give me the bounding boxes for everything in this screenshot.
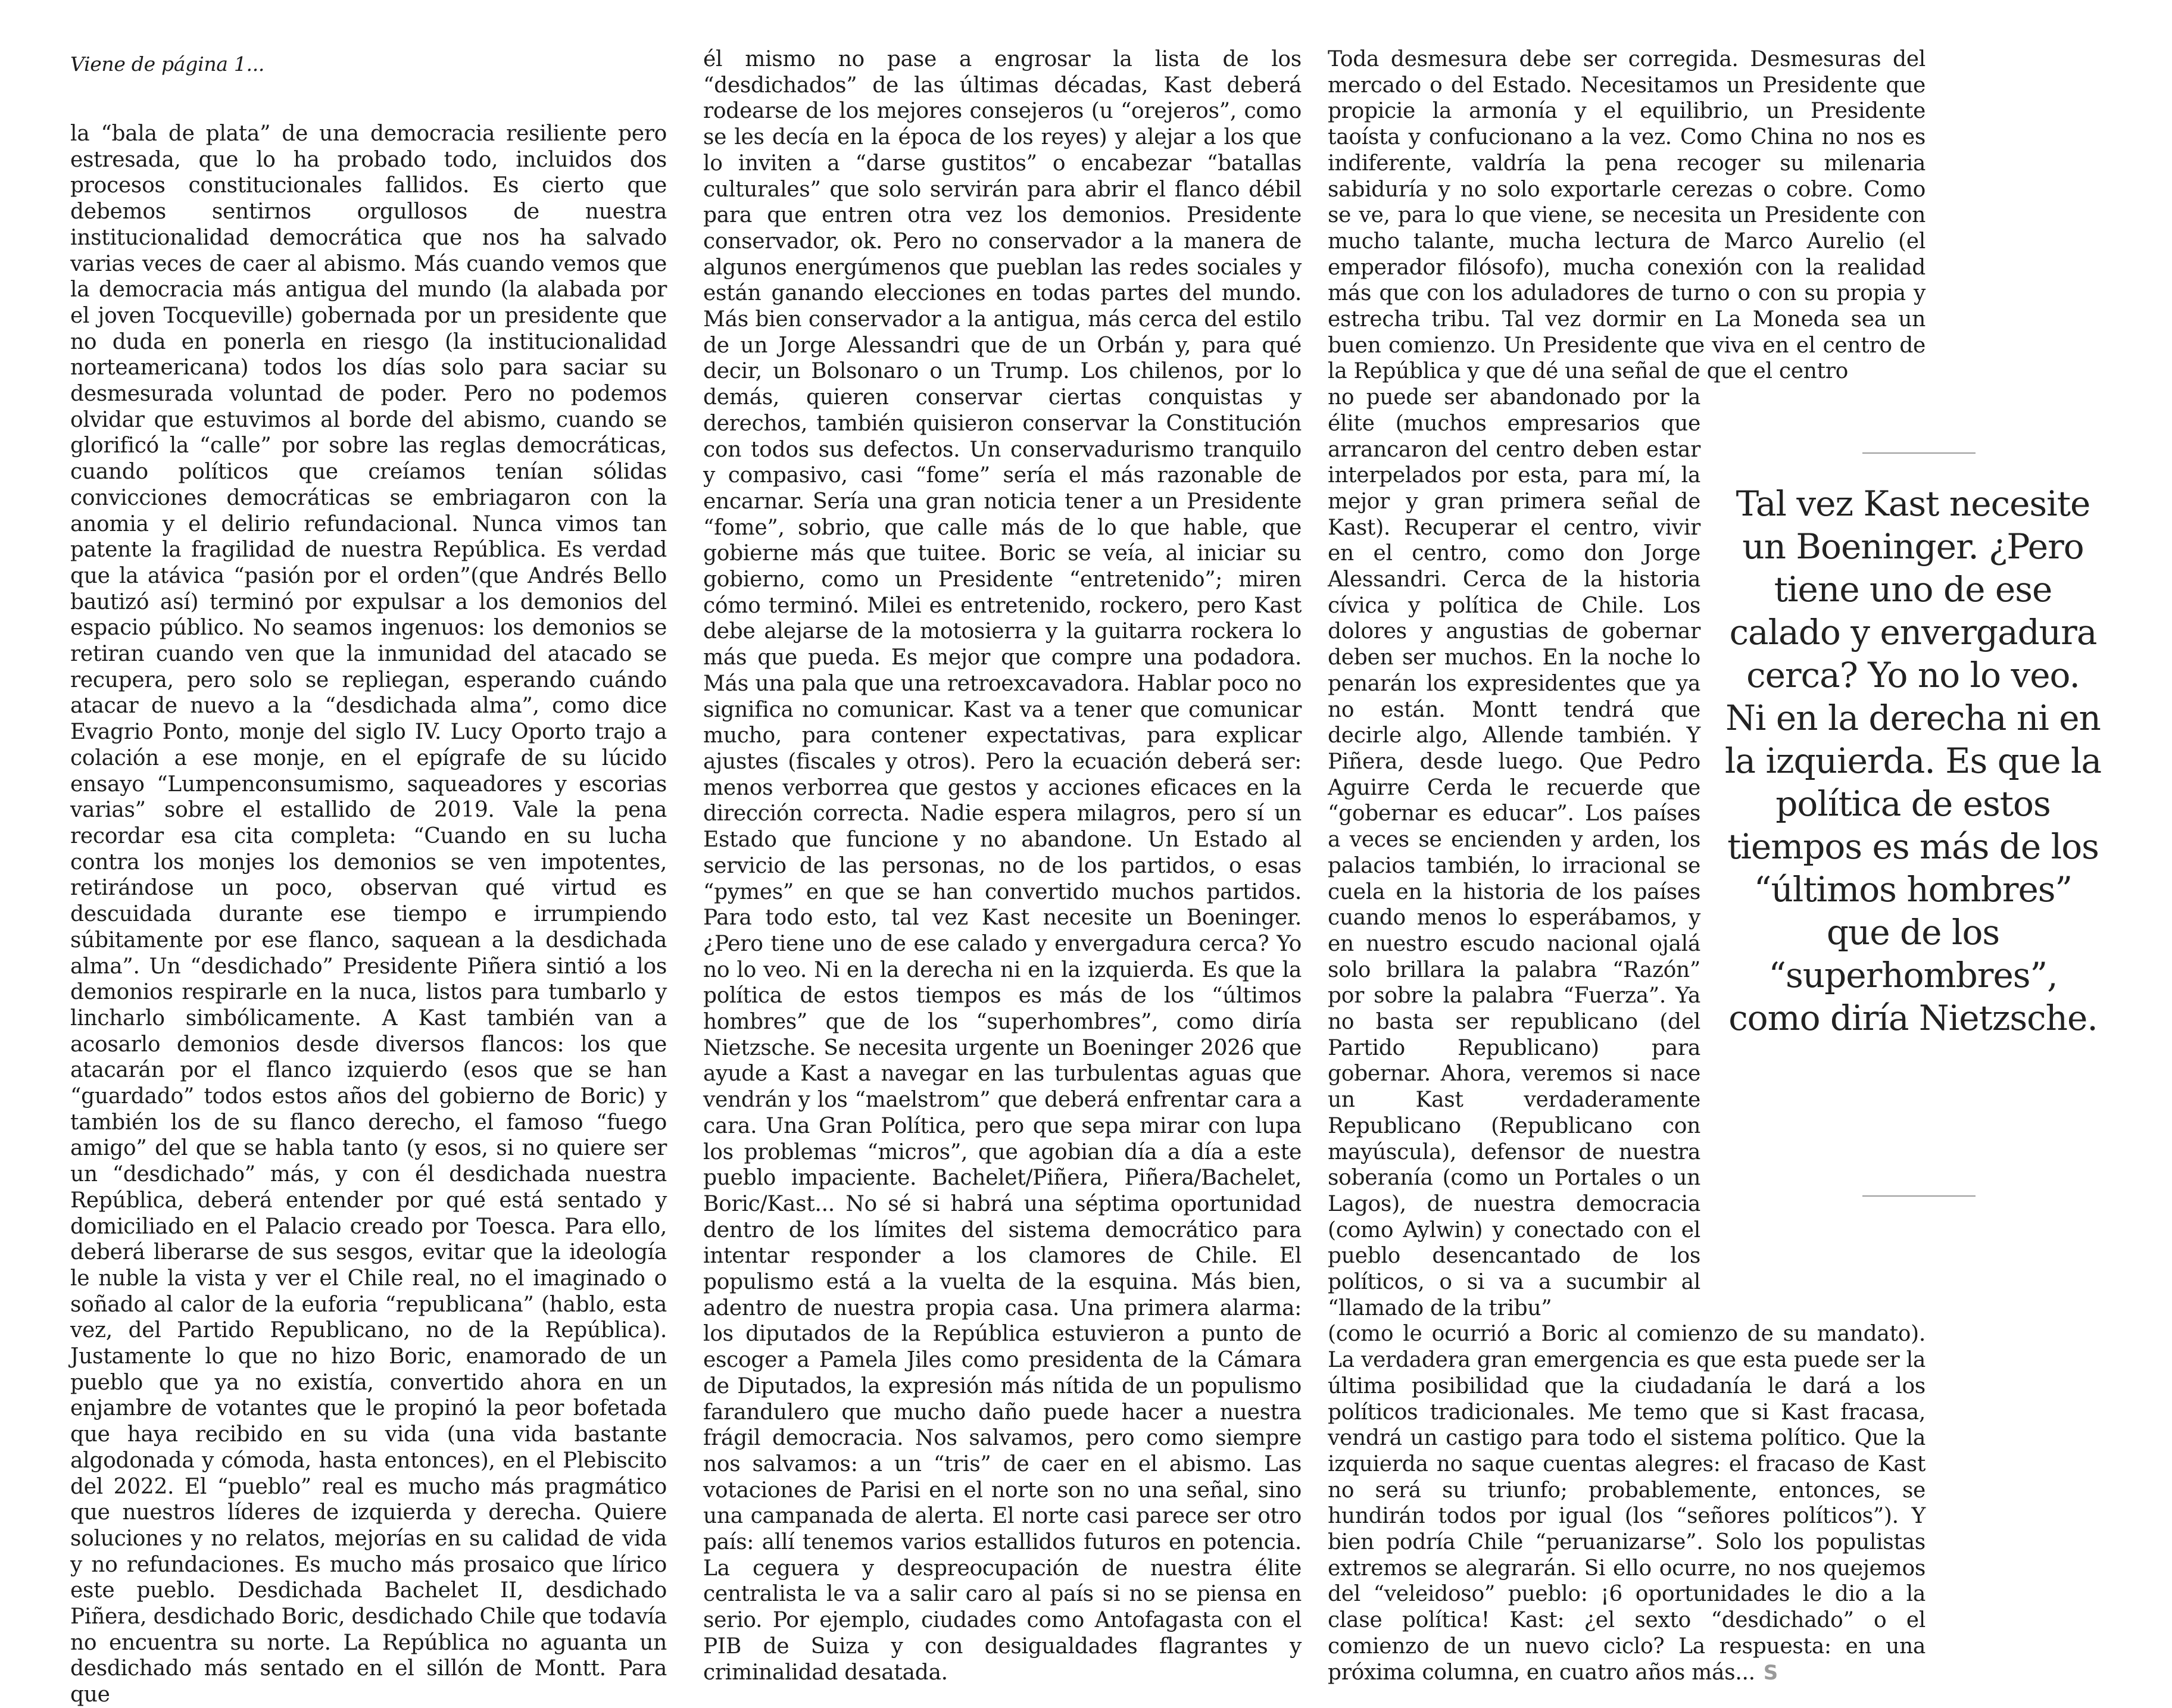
end-of-article-mark: S	[1763, 1660, 1778, 1685]
column-3-bottom-text	[1328, 1321, 1926, 1686]
pull-quote	[1722, 451, 2104, 1039]
column-2-text: él mismo no pase a engrosar la lista de los “desdichados” de las últimas décadas, Kast deberá rodearse de los mejores consejeros (u “orejeros”, como se les decía en la época de los reyes) y alejar a los que lo inviten a “darse gustitos” o encabezar “batallas culturales” que solo servirán para abrir el flanco débil para que entren otra vez los demonios. Presidente conservador, ok. Pero no conservador a la manera de algunos energúmenos que pueblan las redes sociales y están ganando elecciones en todas partes del mundo. Más bien conservador a la antigua, más cerca del estilo de un Jorge Alessandri que de un Orbán y, para qué decir, un Bolsonaro o un Trump. Los chilenos, por lo demás, quieren conservar ciertas conquistas y derechos, también quisieron conservar la Constitución con todos sus defectos. Un conservadurismo tranquilo y compasivo, casi “fome” sería el más razonable de encarnar. Sería una gran noticia tener a un Presidente “fome”, sobrio, que calle más de lo que hable, que gobierne más que tuitee. Boric se veía, al iniciar su gobierno, como un Presidente “entretenido”; miren cómo terminó. Milei es entretenido, rockero, pero Kast debe alejarse de la motosierra y la guitarra rockera lo más que pueda. Es mejor que compre una podadora. Más una pala que una retroexcavadora. Hablar poco no significa no comunicar. Kast va a tener que comunicar mucho, para contener expectativas, para explicar ajustes (fiscales y otros). Pero la ecuación deberá ser: menos verborrea que gestos y acciones eficaces en la dirección correcta. Nadie espera milagros, pero sí un Estado que funcione y no abandone. Un Estado al servicio de las personas, no de los partidos, o esas “pymes” en que se han convertido muchos partidos. Para todo esto, tal vez Kast necesite un Boeninger. ¿Pero tiene uno de ese calado y envergadura cerca? Yo no lo veo. Ni en la derecha ni en la izquierda. Es que la política de estos tiempos es más de los “últimos hombres” que de los “superhombres”, como diría Nietzsche. Se necesita urgente un Boeninger 2026 que ayude a Kast a navegar en las turbulentas aguas que vendrán y los “maelstrom” que deberá enfrentar cara a cara. Una Gran Política, pero que sepa mirar con lupa los problemas “micros”, que agobian día a día a este pueblo impaciente. Bachelet/Piñera, Piñera/Bachelet, Boric/Kast... No sé si habrá una séptima oportunidad dentro de los límites del sistema democrático para intentar responder a los clamores de Chile. El populismo está a la vuelta de la esquina. Más bien, adentro de nuestra propia casa. Una primera alarma: los diputados de la República estuvieron a punto de escoger a Pamela Jiles como presidenta de la Cámara de Diputados, la expresión más nítida de un populismo farandulero que mucho daño puede hacer a nuestra frágil democracia. Nos salvamos, pero como siempre nos salvamos: a un “tris” de caer en el abismo. Las votaciones de Parisi en el norte son no una señal, sino una campanada de alerta. El norte casi parece ser otro país: allí tenemos varios estallidos futuros en potencia. La ceguera y despreocupación de nuestra élite centralista le va a salir caro al país si no se piensa en serio. Por ejemplo, ciudades como Antofagasta con el PIB de Suiza y con desigualdades flagrantes y criminalidad desatada.	[703, 47, 1302, 1685]
pull-quote-text: Tal vez Kast necesite un Boeninger. ¿Pero tiene uno de ese calado y envergadura cerca? Yo no lo veo. Ni en la derecha ni en la izquierda. Es que la política de estos tiempos es más de los “últimos hombres” que de los “superhombres”, como diría Nietzsche.	[1724, 483, 2102, 1038]
column-2	[703, 46, 1302, 1685]
column-1	[70, 46, 667, 1708]
column-3-bottom-body: (como le ocurrió a Boric al comienzo de su mandato). La verdadera gran emergencia es que esta puede ser la última posibilidad que la ciudadanía le dará a los políticos tradicionales. Me temo que si Kast fracasa, vendrá un castigo para todo el sistema político. Que la izquierda no saque cuentas alegres: el fracaso de Kast no será su triunfo; probablemente, entonces, se hundirán todos por igual (los “señores políticos”). Y bien podría Chile “peruanizarse”. Solo los populistas extremos se alegrarán. Si ello ocurre, no nos quejemos del “veleidoso” pueblo: ¡6 oportunidades le dio a la clase política! Kast: ¿el sexto “desdichado” o el comienzo de un nuevo ciclo? La respuesta: en una próxima columna, en cuatro años más...	[1328, 1322, 1926, 1685]
column-3-top-text: Toda desmesura debe ser corregida. Desmesuras del mercado o del Estado. Necesitamos un Presidente que propicie la armonía y el equilibrio, un Presidente taoísta y confucionano a la vez. Como China no nos es indiferente, valdría la pena recoger su milenaria sabiduría y no solo exportarle cerezas o cobre. Como se ve, para lo que viene, se necesita un Presidente con mucho talante, mucha lectura de Marco Aurelio (el emperador filósofo), mucha conexión con la realidad más que con los aduladores de turno o con su propia y estrecha tribu. Tal vez dormir en La Moneda sea un buen comienzo. Un Presidente que viva en el centro de la República y que dé una señal de que el centro	[1328, 47, 1926, 384]
column-3-wrap-text: no puede ser abandonado por la élite (muchos empresarios que arrancaron del centro deben estar interpelados por esta, para mí, la mejor y gran primera señal de Kast). Recuperar el centro, vivir en el centro, como don Jorge Alessandri. Cerca de la historia cívica y política de Chile. Los dolores y angustias de gobernar deben ser muchos. En la noche lo penarán los expresidentes que ya no están. Montt tendrá que decirle algo, Allende también. Y Piñera, desde luego. Que Pedro Aguirre Cerda le recuerde que “gobernar es educar”. Los países a veces se encienden y arden, los palacios también, lo irracional se cuela en la historia de los países cuando menos lo esperábamos, y en nuestro escudo nacional ojalá solo brillara la palabra “Razón” por sobre la palabra “Fuerza”. Ya no basta ser republicano (del Partido Republicano) para gobernar. Ahora, veremos si nace un Kast verdaderamente Republicano (Republicano con mayúscula), defensor de nuestra soberanía (como un Portales o un Lagos), de nuestra democracia (como Aylwin) y conectado con el pueblo desencantado de los políticos, o si va a sucumbir al “llamado de la tribu”	[1328, 385, 1700, 1320]
continued-from-label: Viene de página 1...	[70, 52, 265, 76]
pullquote-bottom-rule	[1862, 1195, 1976, 1197]
column-1-text: la “bala de plata” de una democracia resiliente pero estresada, que lo ha probado todo, incluidos dos procesos constitucionales fallidos. Es cierto que debemos sentirnos orgullosos de nuestra institucionalidad democrática que nos ha salvado varias veces de caer al abismo. Más cuando vemos que la democracia más antigua del mundo (la alabada por el joven Tocqueville) gobernada por un presidente que no duda en ponerla en riesgo (la institucionalidad norteamericana) todos los días solo para saciar su desmesurada voluntad de poder. Pero no podemos olvidar que estuvimos al borde del abismo, cuando se glorificó la “calle” por sobre las reglas democráticas, cuando políticos que creíamos tenían sólidas convicciones democráticas se embriagaron con la anomia y el delirio refundacional. Nunca vimos tan patente la fragilidad de nuestra República. Es verdad que la atávica “pasión por el orden”(que Andrés Bello bautizó así) terminó por expulsar a los demonios del espacio público. No seamos ingenuos: los demonios se retiran cuando ven que la inmunidad del atacado se recupera, pero solo se repliegan, esperando cuándo atacar de nuevo a la “desdichada alma”, como dice Evagrio Ponto, monje del siglo IV. Lucy Oporto trajo a colación a ese monje, en el epígrafe de su lúcido ensayo “Lumpenconsumismo, saqueadores y escorias varias” sobre el estallido de 2019. Vale la pena recordar esa cita completa: “Cuando en su lucha contra los monjes los demonios se ven impotentes, retirándose un poco, observan qué virtud es descuidada durante ese tiempo e irrumpiendo súbitamente por ese flanco, saquean a la desdichada alma”. Un “desdichado” Presidente Piñera sintió a los demonios respirarle en la nuca, listos para tumbarlo y lincharlo simbólicamente. A Kast también van a acosarlo demonios desde diversos flancos: los que atacarán por el flanco izquierdo (esos que se han “guardado” todos estos años del gobierno de Boric) y también los de su flanco derecho, el famoso “fuego amigo” del que se habla tanto (y esos, si no quiere ser un “desdichado” más, y con él desdichada nuestra República, deberá entender por qué está sentado y domiciliado en el Palacio creado por Toesca. Para ello, deberá liberarse de sus sesgos, evitar que la ideología le nuble la vista y ver el Chile real, no el imaginado o soñado al calor de la euforia “republicana” (hablo, esta vez, del Partido Republicano, no de la República). Justamente lo que no hizo Boric, enamorado de un pueblo que ya no existía, convertido ahora en un enjambre de votantes que le propinó la peor bofetada que haya recibido en su vida (una vida bastante algodonada y cómoda, hasta entonces), en el Plebiscito del 2022. El “pueblo” real es mucho más pragmático que nuestros líderes de izquierda y derecha. Quiere soluciones y no relatos, mejorías en su calidad de vida y no refundaciones. Es mucho más prosaico que lírico este pueblo. Desdichada Bachelet II, desdichado Piñera, desdichado Boric, desdichado Chile que todavía no encuentra su norte. La República no aguanta un desdichado más sentado en el sillón de Montt. Para que	[70, 121, 667, 1707]
